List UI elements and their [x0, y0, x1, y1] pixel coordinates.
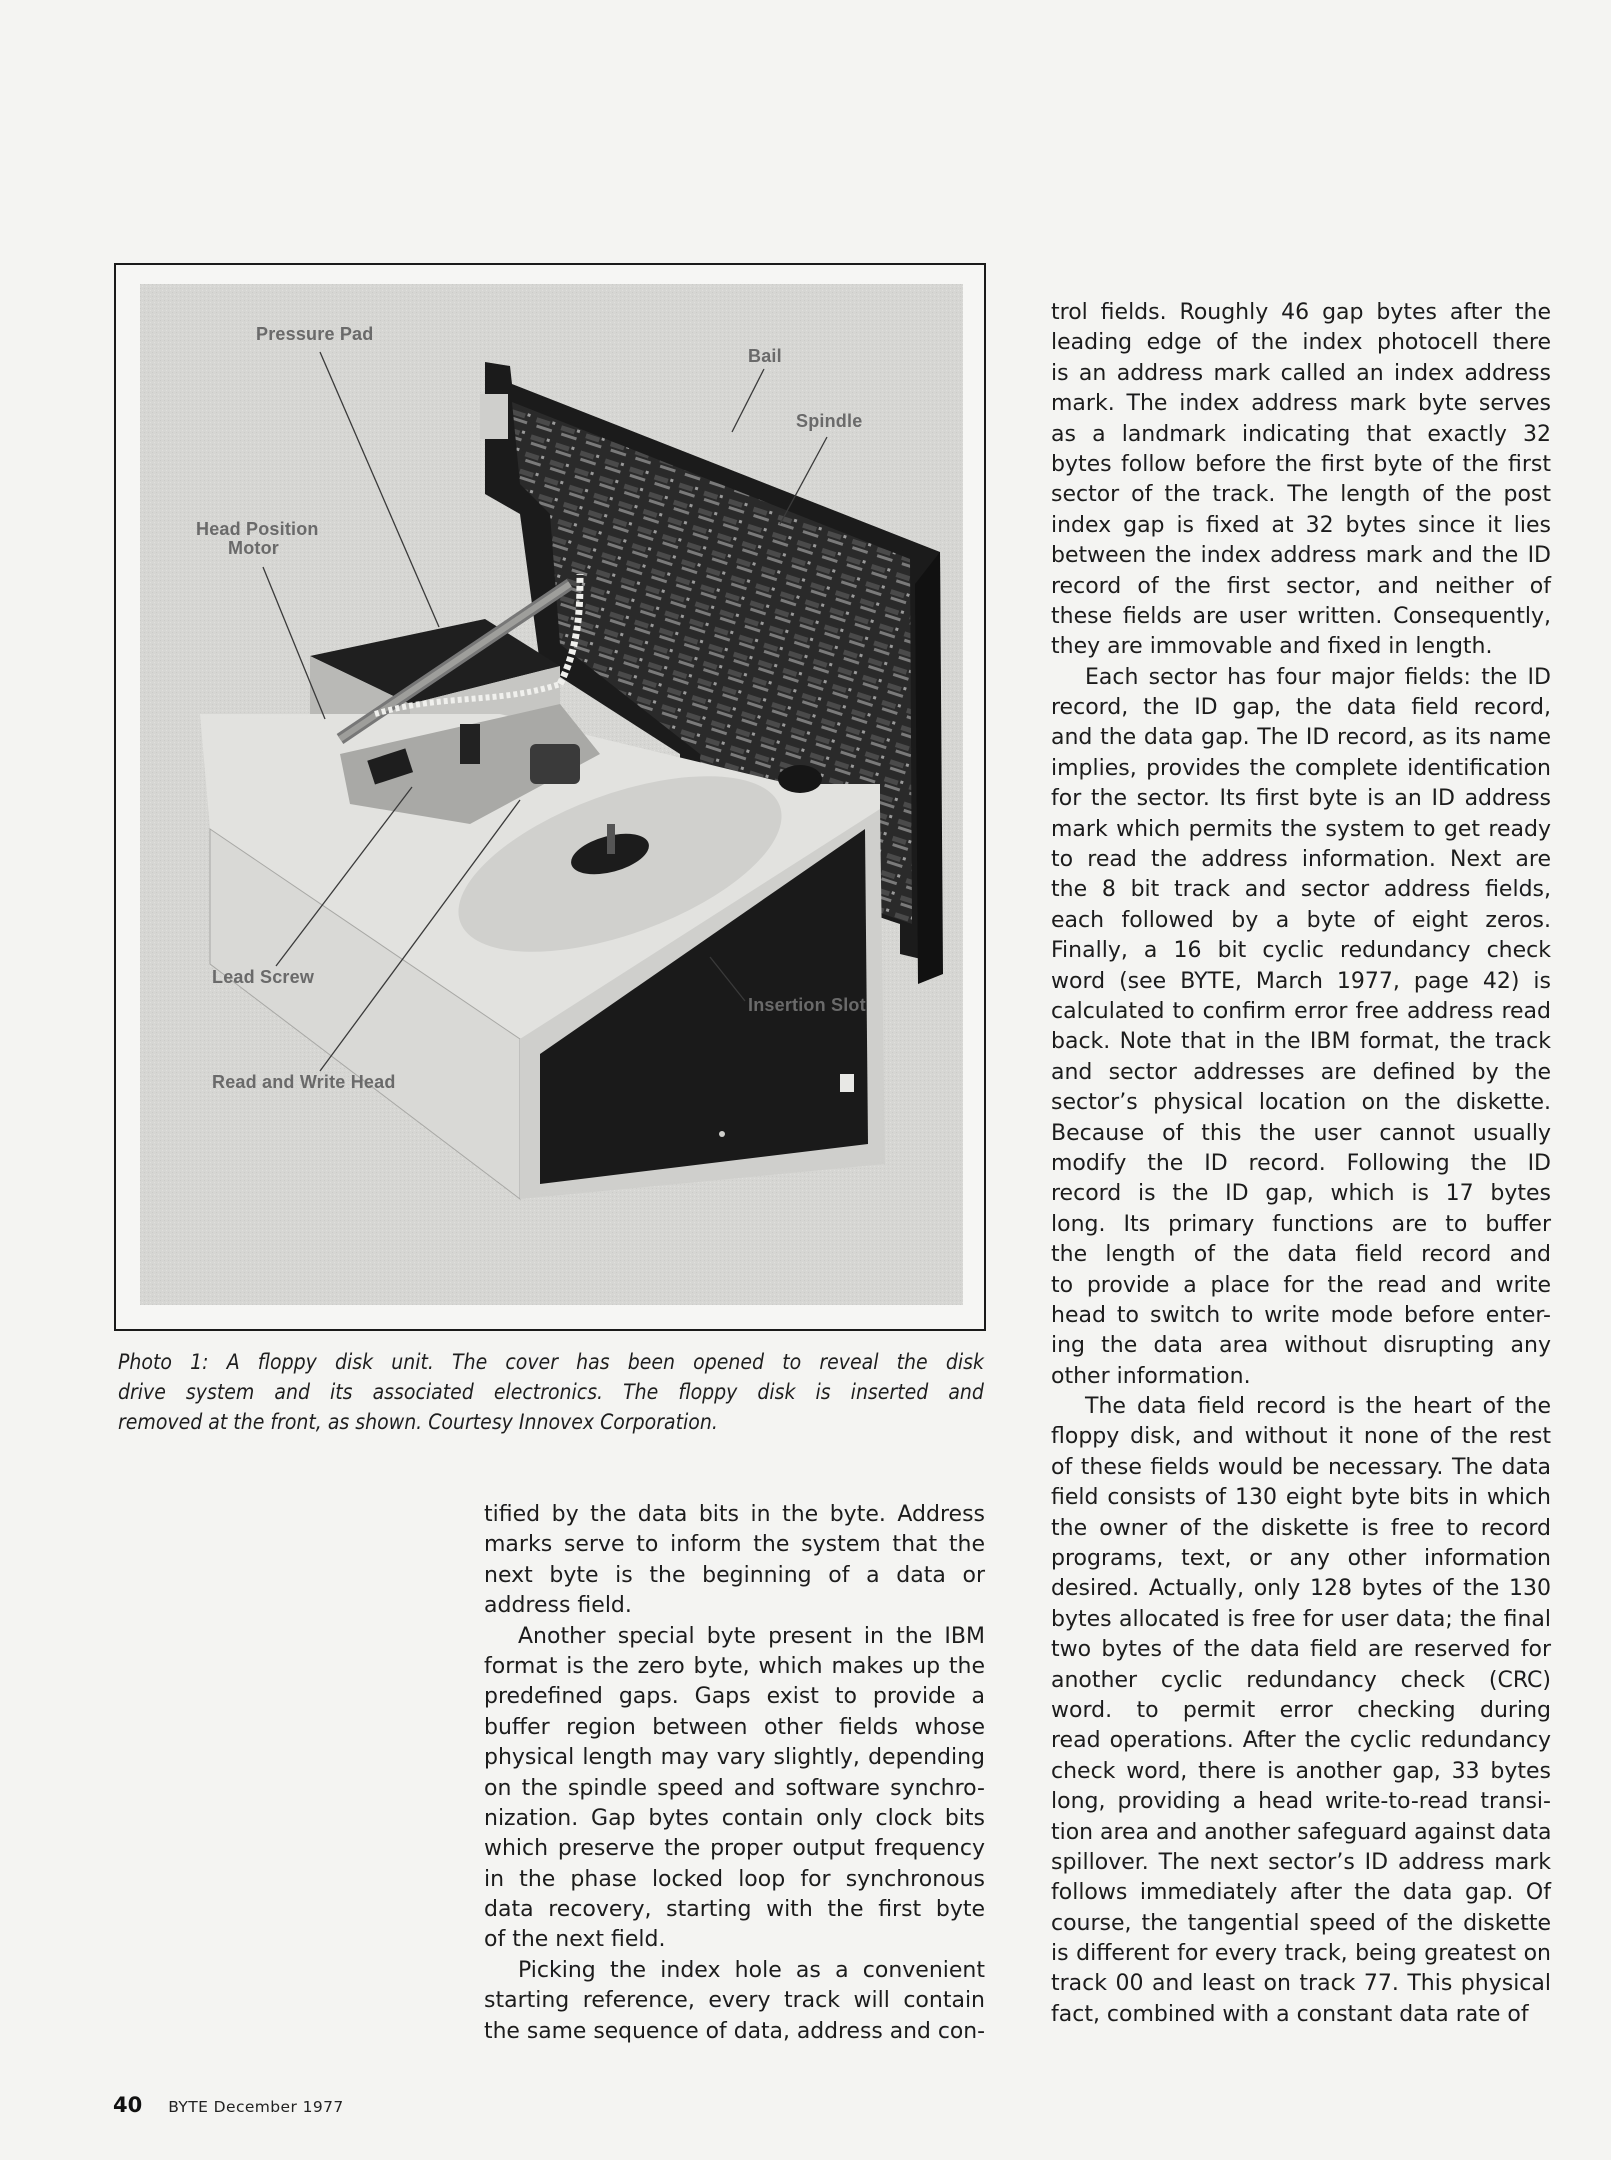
text-line: of the next field.	[484, 1927, 666, 1953]
text-line: Another special byte present in the IBM	[518, 1623, 985, 1649]
text-line: marks serve to inform the system that the	[484, 1532, 985, 1558]
label-read-write-head: Read and Write Head	[212, 1072, 396, 1092]
text-line: the length of the data field record and	[1051, 1242, 1551, 1268]
label-pressure-pad: Pressure Pad	[256, 324, 374, 344]
text-line: of these fields would be necessary. The data	[1051, 1454, 1551, 1480]
text-line: calculated to confirm error free address read	[1051, 998, 1551, 1024]
text-line: physical length may vary slightly, depending	[484, 1745, 985, 1771]
text-line: nization. Gap bytes contain only clock bits	[484, 1805, 985, 1831]
label-spindle: Spindle	[796, 411, 863, 431]
text-line: between the index address mark and the ID	[1051, 543, 1551, 569]
text-line: word. to permit error checking during	[1051, 1697, 1551, 1723]
text-line: as a landmark indicating that exactly 32	[1051, 421, 1551, 447]
body-column-right	[1051, 298, 1551, 2030]
text-line: other information.	[1051, 1363, 1251, 1389]
label-lead-screw: Lead Screw	[212, 967, 315, 987]
text-line: mark. The index address mark byte serves	[1051, 391, 1551, 417]
text-line: starting reference, every track will contain	[484, 1988, 985, 2014]
text-line: record is the ID gap, which is 17 bytes	[1051, 1181, 1551, 1207]
text-line: sector of the track. The length of the post	[1051, 482, 1551, 508]
text-line: head to switch to write mode before enter-	[1051, 1302, 1551, 1328]
caption-line: drive system and its associated electronics. The floppy disk is inserted and	[118, 1380, 984, 1405]
label-motor: Motor	[228, 538, 279, 558]
text-line: is different for every track, being greatest on	[1051, 1941, 1551, 1967]
text-line: implies, provides the complete identification	[1051, 755, 1551, 781]
text-line: the same sequence of data, address and con-	[484, 2018, 985, 2044]
text-line: ing the data area without disrupting any	[1051, 1333, 1551, 1359]
label-head-position: Head Position	[196, 519, 319, 539]
text-line: these fields are user written. Consequently,	[1051, 603, 1551, 629]
publication-line: BYTE December 1977	[168, 2098, 344, 2116]
text-line: tified by the data bits in the byte. Address	[484, 1502, 985, 1527]
text-line: long. Its primary functions are to buffer	[1051, 1211, 1551, 1237]
text-line: is an address mark called an index address	[1051, 360, 1551, 386]
text-line: floppy disk, and without it none of the rest	[1051, 1424, 1551, 1450]
text-line: Picking the index hole as a convenient	[518, 1957, 985, 1983]
text-line: bytes allocated is free for user data; the final	[1051, 1606, 1551, 1632]
text-line: data recovery, starting with the first byte	[484, 1897, 985, 1923]
text-line: predefined gaps. Gaps exist to provide a	[484, 1684, 985, 1710]
text-line: field consists of 130 eight byte bits in which	[1051, 1485, 1551, 1511]
text-line: address field.	[484, 1593, 632, 1619]
text-line: long, providing a head write-to-read transi-	[1051, 1789, 1551, 1815]
caption-line: removed at the front, as shown. Courtesy Innovex Corporation.	[118, 1410, 718, 1435]
text-line: and sector addresses are defined by the	[1051, 1059, 1551, 1085]
text-line: the owner of the diskette is free to record	[1051, 1515, 1551, 1541]
text-line: each followed by a byte of eight zeros.	[1051, 907, 1551, 933]
text-line: back. Note that in the IBM format, the track	[1051, 1029, 1551, 1055]
text-line: Finally, a 16 bit cyclic redundancy check	[1051, 938, 1551, 964]
text-line: buffer region between other fields whose	[484, 1714, 985, 1740]
body-column-middle	[484, 1500, 985, 2047]
front-panel-badge	[840, 1074, 854, 1092]
text-line: for the sector. Its first byte is an ID address	[1051, 786, 1551, 812]
text-line: to provide a place for the read and write	[1051, 1272, 1551, 1298]
text-line: sector’s physical location on the diskette.	[1051, 1090, 1551, 1116]
text-line: record of the first sector, and neither of	[1051, 573, 1551, 599]
text-line: course, the tangential speed of the diskette	[1051, 1910, 1551, 1936]
text-line: mark which permits the system to get ready	[1051, 816, 1551, 842]
text-line: track 00 and least on track 77. This physical	[1051, 1971, 1551, 1997]
text-line: record, the ID gap, the data field record,	[1051, 695, 1551, 721]
page-footer	[113, 2093, 344, 2117]
text-line: programs, text, or any other information	[1051, 1546, 1551, 1572]
figure-caption	[118, 1348, 984, 1438]
text-line: Because of this the user cannot usually	[1051, 1120, 1551, 1146]
text-line: to read the address information. Next are	[1051, 847, 1551, 873]
text-line: on the spindle speed and software synchro-	[484, 1775, 985, 1801]
text-line: format is the zero byte, which makes up the	[484, 1653, 985, 1679]
text-line: spillover. The next sector’s ID address mark	[1051, 1849, 1551, 1875]
text-line: tion area and another safeguard against data	[1051, 1819, 1552, 1845]
text-line: leading edge of the index photocell there	[1051, 330, 1551, 356]
text-line: another cyclic redundancy check (CRC)	[1051, 1667, 1551, 1693]
text-line: in the phase locked loop for synchronous	[484, 1866, 985, 1892]
text-line: which preserve the proper output frequency	[484, 1836, 985, 1862]
text-line: the 8 bit track and sector address fields,	[1051, 877, 1551, 903]
text-line: The data field record is the heart of the	[1085, 1394, 1551, 1420]
text-line: modify the ID record. Following the ID	[1051, 1150, 1551, 1176]
text-line: they are immovable and fixed in length.	[1051, 634, 1493, 660]
page-number: 40	[113, 2093, 143, 2117]
text-line: index gap is fixed at 32 bytes since it lies	[1051, 512, 1551, 538]
photo-illustration	[140, 284, 963, 1305]
text-line: bytes follow before the first byte of the first	[1051, 451, 1551, 477]
text-line: check word, there is another gap, 33 bytes	[1051, 1758, 1551, 1784]
text-line: two bytes of the data field are reserved for	[1051, 1637, 1551, 1663]
label-bail: Bail	[748, 346, 782, 366]
text-line: word (see BYTE, March 1977, page 42) is	[1051, 968, 1551, 994]
caption-line: Photo 1: A floppy disk unit. The cover has been opened to reveal the disk	[118, 1350, 984, 1375]
text-line: Each sector has four major fields: the ID	[1085, 664, 1551, 690]
text-line: follows immediately after the data gap. Of	[1051, 1880, 1551, 1906]
text-line: and the data gap. The ID record, as its name	[1051, 725, 1551, 751]
text-line: trol fields. Roughly 46 gap bytes after the	[1051, 300, 1551, 325]
floppy-disk-unit-photo	[140, 284, 963, 1305]
text-line: read operations. After the cyclic redundancy	[1051, 1728, 1551, 1754]
text-line: desired. Actually, only 128 bytes of the 130	[1051, 1576, 1551, 1602]
label-insertion-slot: Insertion Slot	[748, 995, 866, 1015]
text-line: next byte is the beginning of a data or	[484, 1562, 985, 1588]
text-line: fact, combined with a constant data rate of	[1051, 2001, 1529, 2027]
